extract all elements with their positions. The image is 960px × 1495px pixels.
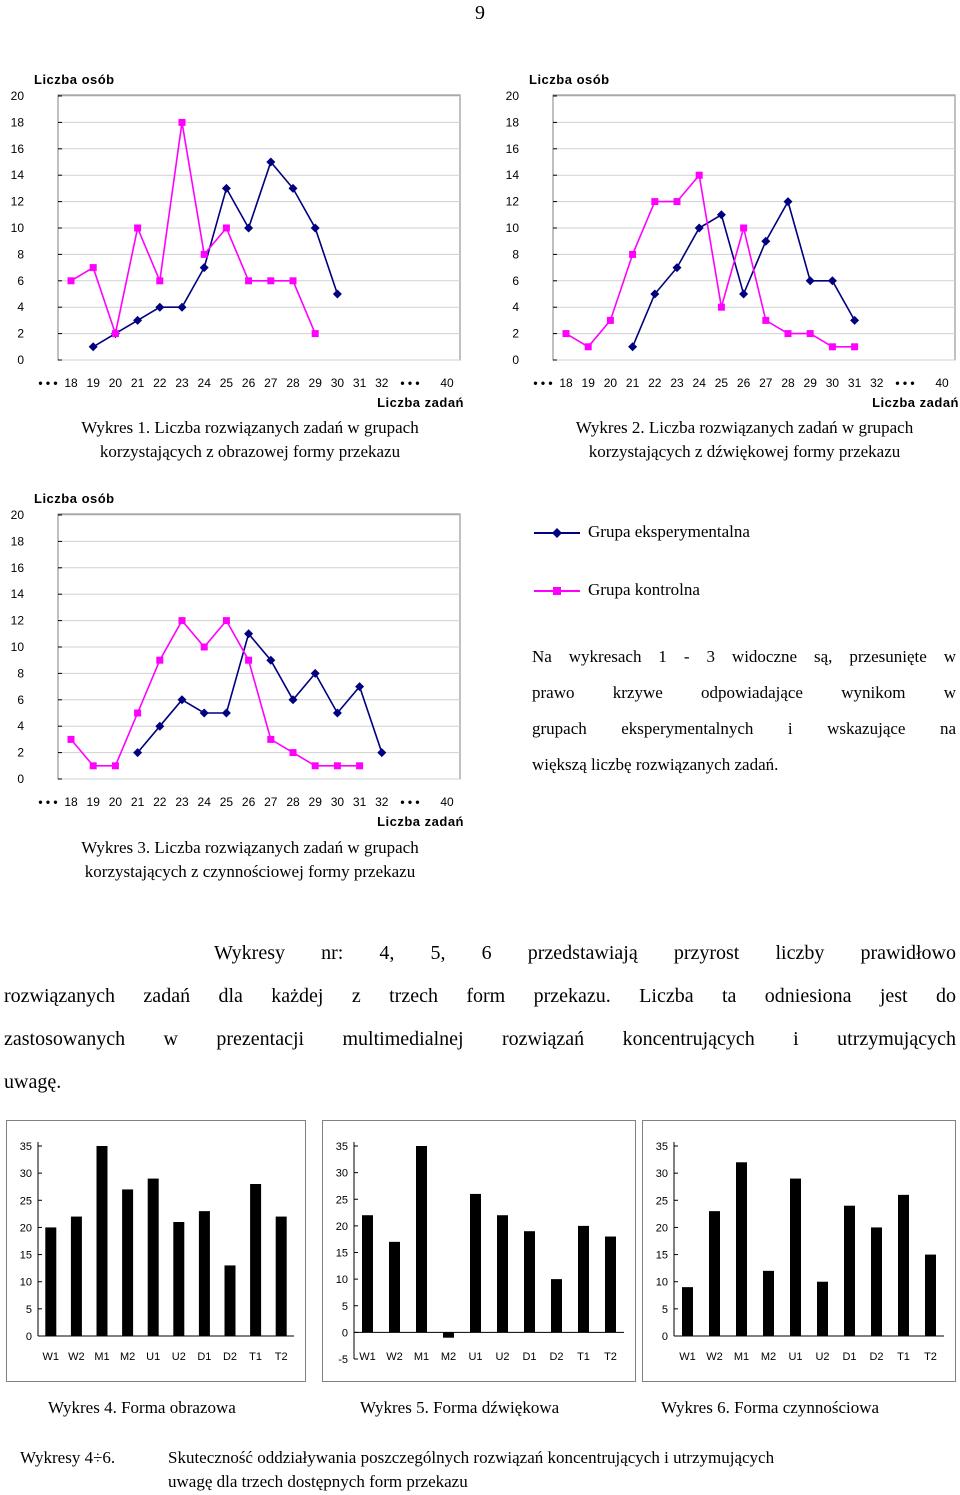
control-point <box>740 225 747 232</box>
x-tick-label: 32 <box>870 376 884 390</box>
control-point <box>312 330 319 337</box>
x-tick-label: 18 <box>64 795 78 809</box>
x-axis-break: • • • <box>533 376 553 390</box>
y-tick-label: 8 <box>17 247 24 262</box>
y-tick-label: 4 <box>512 300 519 315</box>
bar <box>173 1222 184 1336</box>
y-tick-label: 8 <box>17 666 24 681</box>
x-tick-label: 25 <box>714 376 729 390</box>
bar-chart-5 <box>322 1120 636 1382</box>
experimental-point <box>222 709 231 718</box>
control-point <box>807 330 814 337</box>
bar <box>470 1194 481 1332</box>
chart-2-caption-line: korzystających z dźwiękowej formy przekazu <box>588 442 901 461</box>
x-tick-label: T1 <box>897 1351 910 1363</box>
control-point <box>90 762 97 769</box>
experimental-point <box>200 263 209 272</box>
x-tick-label: D2 <box>549 1351 564 1363</box>
bar <box>763 1271 774 1336</box>
experimental-point <box>200 709 209 718</box>
control-point <box>223 617 230 624</box>
x-tick-label: T1 <box>577 1351 590 1363</box>
x-tick-label: 28 <box>286 795 300 809</box>
y-tick-label: 2 <box>17 745 24 760</box>
control-point <box>762 317 769 324</box>
x-tick-label: 20 <box>108 795 123 809</box>
bar <box>276 1217 287 1336</box>
note-line: grupach eksperymentalnych i wskazujące na <box>532 719 956 738</box>
note-line: Na wykresach 1 - 3 widoczne są, przesunięte w <box>532 647 956 666</box>
y-tick-label: 5 <box>341 1300 348 1313</box>
x-tick-label: 24 <box>692 376 706 390</box>
y-tick-label: 6 <box>17 273 24 288</box>
control-point <box>156 657 163 664</box>
chart-2-caption-line: Wykres 2. Liczba rozwiązanych zadań w grupach <box>575 418 914 437</box>
x-tick-label: 20 <box>108 376 123 390</box>
note <box>532 639 956 783</box>
line-chart-3 <box>0 485 470 830</box>
bar <box>871 1227 882 1336</box>
bar-chart-6 <box>642 1120 956 1382</box>
body-paragraph <box>4 932 956 1104</box>
bar <box>97 1146 108 1336</box>
x-tick-label: 30 <box>330 795 345 809</box>
y-tick-label: 0 <box>25 1331 32 1343</box>
x-axis-break: • • • <box>895 376 915 390</box>
x-tick-label: 31 <box>352 795 367 809</box>
bar <box>898 1195 909 1336</box>
x-tick-label: 28 <box>286 376 300 390</box>
bar <box>45 1227 56 1336</box>
y-tick-label: 14 <box>505 168 519 183</box>
experimental-point <box>806 276 815 285</box>
x-tick-label: W2 <box>386 1351 403 1363</box>
x-tick-label: 18 <box>559 376 573 390</box>
experimental-point <box>739 290 748 299</box>
x-tick-label: T2 <box>604 1351 617 1363</box>
y-tick-label: 2 <box>512 326 519 341</box>
control-point <box>290 277 297 284</box>
note-line: większą liczbę rozwiązanych zadań. <box>532 755 779 774</box>
control-point <box>312 762 319 769</box>
x-tick-label: 21 <box>130 376 145 390</box>
bar <box>925 1255 936 1336</box>
control-point <box>156 277 163 284</box>
page-number: 9 <box>475 2 485 24</box>
x-tick-label: 19 <box>86 795 100 809</box>
x-tick-label: 31 <box>352 376 367 390</box>
x-axis-title: Liczba zadań <box>377 814 464 829</box>
bar <box>578 1226 589 1333</box>
control-point <box>68 277 75 284</box>
x-tick-label: 19 <box>86 376 100 390</box>
x-tick-label: 26 <box>241 376 256 390</box>
x-tick-label: M2 <box>440 1351 457 1363</box>
x-tick-label: 29 <box>308 376 322 390</box>
experimental-point <box>89 342 98 351</box>
footer-label: Wykresy 4÷6. <box>20 1448 116 1467</box>
y-tick-label: 0 <box>661 1331 668 1343</box>
x-tick-label: 27 <box>264 376 278 390</box>
y-tick-label: 12 <box>10 613 24 628</box>
chart-1-caption-line: Wykres 1. Liczba rozwiązanych zadań w grupach <box>81 418 419 437</box>
footer-line: Skuteczność oddziaływania poszczególnych rozwiązań koncentrujących i utrzymujących <box>168 1448 775 1467</box>
x-tick-label: M1 <box>413 1351 430 1363</box>
x-tick-label: 26 <box>241 795 256 809</box>
y-tick-label: 4 <box>17 719 24 734</box>
y-tick-label: 2 <box>17 326 24 341</box>
control-point <box>112 762 119 769</box>
y-tick-label: 0 <box>17 772 24 786</box>
y-tick-label: 25 <box>655 1195 668 1208</box>
experimental-point <box>761 237 770 246</box>
x-tick-label: 30 <box>330 376 345 390</box>
x-tick-label: 23 <box>175 795 189 809</box>
experimental-point <box>133 316 142 325</box>
control-point <box>696 172 703 179</box>
x-tick-label: W2 <box>706 1351 723 1363</box>
bar <box>122 1189 133 1336</box>
experimental-series-line <box>138 634 382 753</box>
bar-chart-4-caption: Wykres 4. Forma obrazowa <box>48 1398 236 1417</box>
x-tick-label: 40 <box>935 376 949 390</box>
y-tick-label: 15 <box>655 1249 668 1262</box>
bar <box>71 1217 82 1336</box>
x-tick-label: U2 <box>171 1351 186 1363</box>
y-tick-label: 15 <box>19 1249 32 1262</box>
x-tick-label: 21 <box>625 376 640 390</box>
x-tick-label: W1 <box>42 1351 60 1363</box>
experimental-series-line <box>633 202 855 347</box>
legend <box>532 520 952 610</box>
bar <box>605 1237 616 1333</box>
line-chart-1 <box>0 66 470 411</box>
experimental-point <box>850 316 859 325</box>
x-tick-label: 23 <box>670 376 684 390</box>
x-tick-label: W2 <box>68 1351 85 1363</box>
x-tick-label: T2 <box>274 1351 288 1363</box>
bar <box>736 1162 747 1336</box>
control-point <box>785 330 792 337</box>
x-tick-label: 29 <box>308 795 322 809</box>
bar <box>844 1206 855 1336</box>
y-tick-label: 35 <box>655 1141 668 1153</box>
x-axis-title: Liczba zadań <box>872 395 959 410</box>
x-tick-label: 22 <box>153 376 167 390</box>
x-tick-label: 31 <box>847 376 862 390</box>
y-tick-label: 35 <box>335 1141 348 1153</box>
x-tick-label: D1 <box>197 1351 212 1363</box>
y-tick-label: 12 <box>10 194 24 209</box>
x-tick-label: 23 <box>175 376 189 390</box>
x-tick-label: 27 <box>759 376 773 390</box>
experimental-point <box>828 276 837 285</box>
x-tick-label: 24 <box>197 376 211 390</box>
y-tick-label: 20 <box>10 508 24 522</box>
y-tick-label: 25 <box>19 1195 32 1208</box>
line-chart-2 <box>495 66 960 411</box>
y-tick-label: 10 <box>10 640 24 654</box>
y-tick-label: 6 <box>512 273 519 288</box>
y-tick-label: 5 <box>661 1303 668 1316</box>
x-axis-break: • • • <box>400 376 420 390</box>
y-axis-title: Liczba osób <box>34 72 115 87</box>
footer-line: uwagę dla trzech dostępnych form przekazu <box>168 1472 468 1491</box>
x-tick-label: U2 <box>495 1351 510 1363</box>
x-axis-break: • • • <box>400 795 420 809</box>
experimental-point <box>311 224 320 233</box>
experimental-point <box>377 748 386 757</box>
y-tick-label: 0 <box>17 353 24 367</box>
control-point <box>223 225 230 232</box>
x-tick-label: M1 <box>94 1351 110 1363</box>
control-point <box>134 710 141 717</box>
x-tick-label: W1 <box>359 1351 376 1363</box>
y-tick-label: 10 <box>505 221 519 235</box>
x-tick-label: 25 <box>219 376 234 390</box>
bar-chart-5-caption: Wykres 5. Forma dźwiękowa <box>360 1398 560 1417</box>
x-tick-label: 22 <box>648 376 662 390</box>
control-point <box>245 277 252 284</box>
y-tick-label: 12 <box>505 194 519 209</box>
control-point <box>179 119 186 126</box>
control-point <box>267 277 274 284</box>
y-tick-label: 10 <box>19 1276 32 1289</box>
x-tick-label: 25 <box>219 795 234 809</box>
x-axis-break: • • • <box>38 376 58 390</box>
paragraph-line: zastosowanych w prezentacji multimedialnej rozwiązań koncentrujących i utrzymujących <box>4 1028 956 1050</box>
y-tick-label: 18 <box>505 115 519 130</box>
y-tick-label: 20 <box>655 1222 668 1235</box>
y-tick-label: 15 <box>335 1247 348 1260</box>
experimental-point <box>695 224 704 233</box>
bar <box>199 1211 210 1336</box>
legend-experimental-label: Grupa eksperymentalna <box>588 522 750 541</box>
control-point <box>179 617 186 624</box>
y-tick-label: 5 <box>25 1303 32 1316</box>
y-tick-label: 20 <box>10 89 24 103</box>
paragraph-line: Wykresy nr: 4, 5, 6 przedstawiają przyrost liczby prawidłowo <box>214 942 956 964</box>
bar <box>389 1242 400 1333</box>
x-tick-label: 40 <box>440 795 454 809</box>
bar <box>225 1265 236 1336</box>
experimental-point <box>155 303 164 312</box>
x-tick-label: M1 <box>733 1351 750 1363</box>
x-tick-label: D2 <box>222 1351 238 1363</box>
control-point <box>651 198 658 205</box>
x-tick-label: U1 <box>468 1351 483 1363</box>
x-tick-label: 22 <box>153 795 167 809</box>
x-tick-label: 27 <box>264 795 278 809</box>
control-point <box>674 198 681 205</box>
y-tick-label: 20 <box>19 1222 32 1235</box>
control-point <box>585 343 592 350</box>
bar-chart-4 <box>6 1120 306 1382</box>
control-point <box>201 644 208 651</box>
chart-3-caption-line: Wykres 3. Liczba rozwiązanych zadań w grupach <box>81 838 419 857</box>
x-tick-label: T1 <box>249 1351 263 1363</box>
control-point <box>563 330 570 337</box>
legend-control-marker <box>532 584 584 598</box>
y-tick-label: 16 <box>505 141 519 156</box>
bar <box>497 1215 508 1332</box>
control-point <box>68 736 75 743</box>
bar <box>817 1282 828 1336</box>
y-tick-label: -5 <box>338 1354 348 1366</box>
x-tick-label: D1 <box>842 1351 857 1363</box>
x-tick-label: 24 <box>197 795 211 809</box>
x-tick-label: 26 <box>736 376 751 390</box>
paragraph-line: uwagę. <box>4 1071 62 1093</box>
control-point <box>607 317 614 324</box>
x-tick-label: W1 <box>679 1351 696 1363</box>
y-tick-label: 18 <box>10 115 24 130</box>
y-tick-label: 30 <box>655 1168 668 1181</box>
control-point <box>134 225 141 232</box>
control-series-line <box>71 621 360 766</box>
x-axis-title: Liczba zadań <box>377 395 464 410</box>
y-tick-label: 25 <box>335 1194 348 1207</box>
bar-chart-6-caption: Wykres 6. Forma czynnościowa <box>661 1398 880 1417</box>
experimental-point <box>717 210 726 219</box>
x-tick-label: M2 <box>760 1351 777 1363</box>
bar <box>416 1146 427 1332</box>
x-tick-label: U2 <box>815 1351 830 1363</box>
chart-1-caption <box>25 416 475 464</box>
y-tick-label: 20 <box>335 1220 348 1233</box>
y-tick-label: 14 <box>10 587 24 602</box>
experimental-point <box>784 197 793 206</box>
x-tick-label: 19 <box>581 376 595 390</box>
control-point <box>201 251 208 258</box>
control-point <box>356 762 363 769</box>
y-tick-label: 35 <box>19 1141 32 1153</box>
x-tick-label: 40 <box>440 376 454 390</box>
chart-1-caption-line: korzystających z obrazowej formy przekazu <box>99 442 401 461</box>
bar <box>524 1231 535 1332</box>
y-tick-label: 10 <box>335 1274 348 1287</box>
y-tick-label: 16 <box>10 141 24 156</box>
y-tick-label: 20 <box>505 89 519 103</box>
legend-control-label: Grupa kontrolna <box>588 580 700 599</box>
experimental-point <box>178 303 187 312</box>
x-tick-label: 32 <box>375 795 389 809</box>
legend-experimental-marker <box>532 526 584 540</box>
bar <box>362 1215 373 1332</box>
x-tick-label: 29 <box>803 376 817 390</box>
bar <box>443 1332 454 1337</box>
bar <box>551 1279 562 1332</box>
y-tick-label: 18 <box>10 534 24 549</box>
y-tick-label: 16 <box>10 560 24 575</box>
bar <box>790 1179 801 1336</box>
y-axis-title: Liczba osób <box>529 72 610 87</box>
x-tick-label: U1 <box>788 1351 803 1363</box>
control-point <box>629 251 636 258</box>
bar <box>709 1211 720 1336</box>
footer-text <box>168 1446 953 1494</box>
note-line: prawo krzywe odpowiadające wynikom w <box>532 683 956 702</box>
control-point <box>718 304 725 311</box>
control-point <box>245 657 252 664</box>
control-point <box>829 343 836 350</box>
chart-3-caption-line: korzystających z czynnościowej formy przekazu <box>84 862 416 881</box>
y-tick-label: 30 <box>19 1168 32 1181</box>
y-tick-label: 14 <box>10 168 24 183</box>
y-tick-label: 30 <box>335 1167 348 1180</box>
x-tick-label: 20 <box>603 376 618 390</box>
chart-2-caption <box>522 416 960 464</box>
control-point <box>290 749 297 756</box>
y-tick-label: 0 <box>512 353 519 367</box>
bar <box>148 1179 159 1336</box>
control-point <box>112 330 119 337</box>
experimental-point <box>222 184 231 193</box>
x-tick-label: 18 <box>64 376 78 390</box>
y-tick-label: 6 <box>17 692 24 707</box>
y-tick-label: 8 <box>512 247 519 262</box>
experimental-point <box>628 342 637 351</box>
experimental-point <box>244 224 253 233</box>
x-tick-label: 32 <box>375 376 389 390</box>
chart-3-caption <box>25 836 475 884</box>
x-tick-label: U1 <box>146 1351 161 1363</box>
bar <box>250 1184 261 1336</box>
x-tick-label: D2 <box>869 1351 884 1363</box>
control-point <box>334 762 341 769</box>
y-axis-title: Liczba osób <box>34 491 115 506</box>
x-tick-label: 28 <box>781 376 795 390</box>
experimental-point <box>333 290 342 299</box>
control-point <box>267 736 274 743</box>
x-tick-label: M2 <box>119 1351 136 1363</box>
control-point <box>90 264 97 271</box>
x-tick-label: T2 <box>924 1351 937 1363</box>
y-tick-label: 10 <box>655 1276 668 1289</box>
x-tick-label: D1 <box>522 1351 537 1363</box>
bar <box>682 1287 693 1336</box>
x-tick-label: 30 <box>825 376 840 390</box>
y-tick-label: 0 <box>341 1327 348 1340</box>
x-axis-break: • • • <box>38 795 58 809</box>
control-point <box>851 343 858 350</box>
y-tick-label: 4 <box>17 300 24 315</box>
y-tick-label: 10 <box>10 221 24 235</box>
paragraph-line: rozwiązanych zadań dla każdej z trzech form przekazu. Liczba ta odniesiona jest do <box>4 985 956 1007</box>
x-tick-label: 21 <box>130 795 145 809</box>
